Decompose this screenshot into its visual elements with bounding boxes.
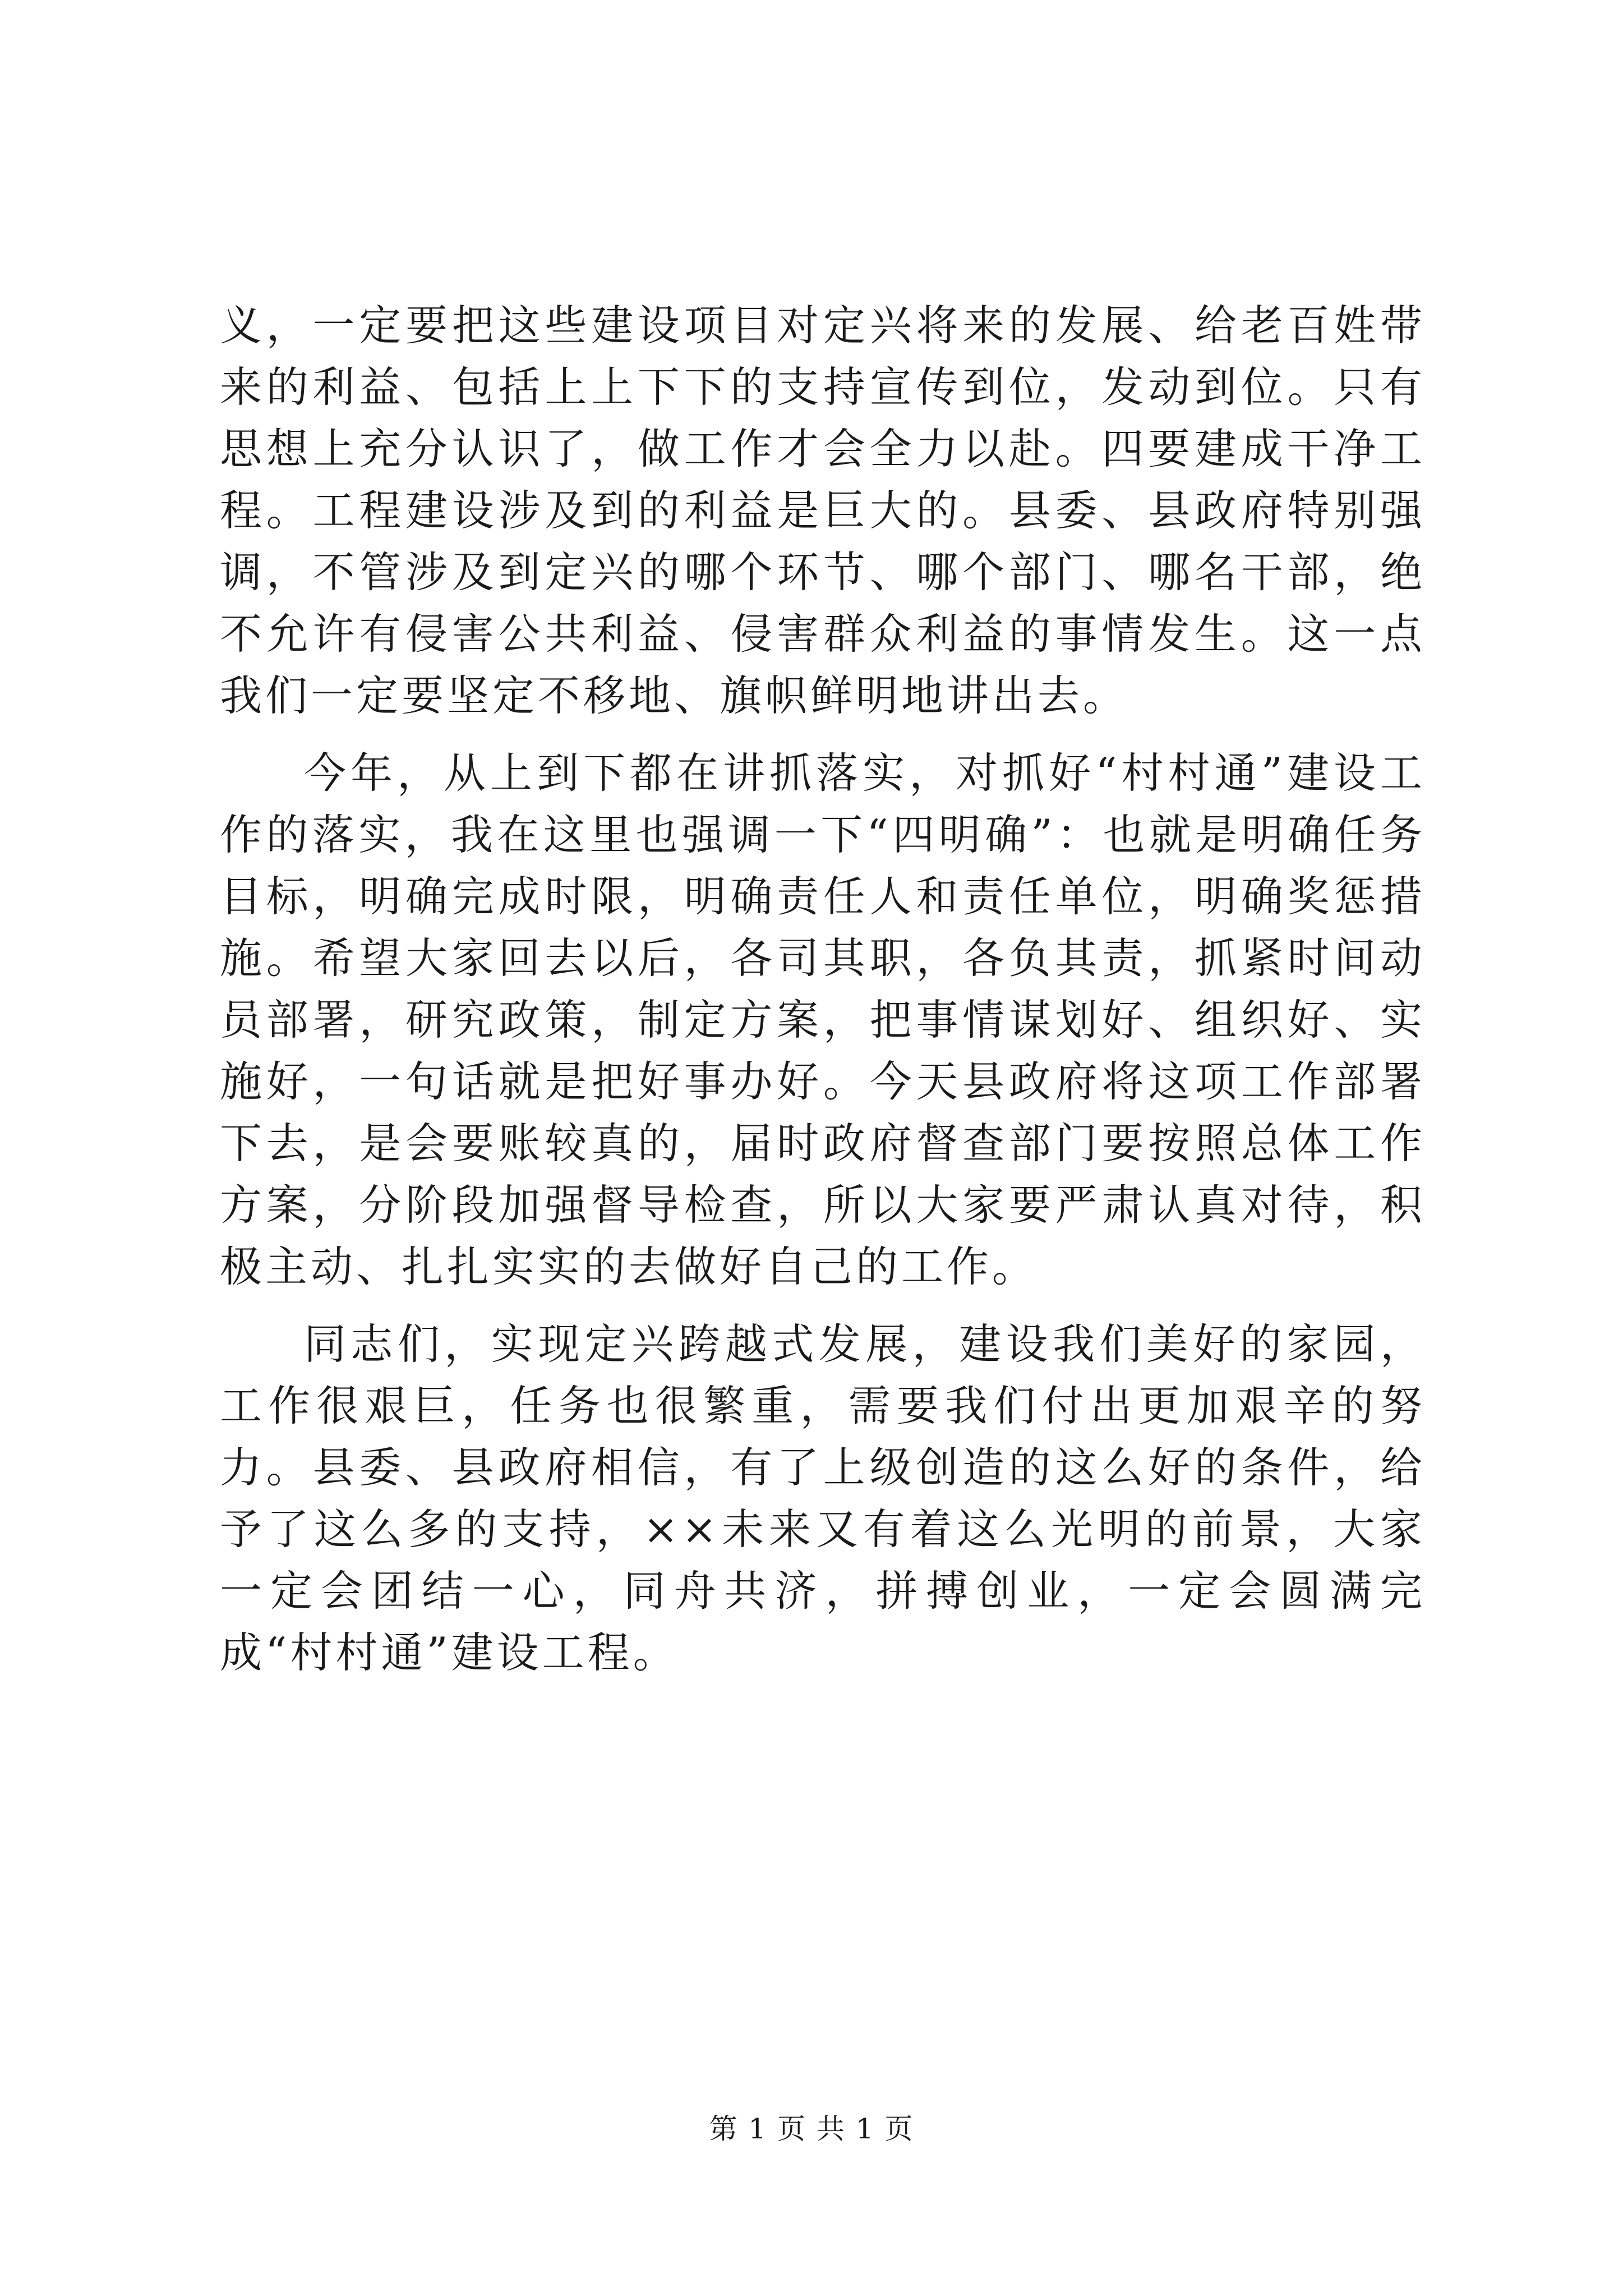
paragraph-continuation: 义，一定要把这些建设项目对定兴将来的发展、给老百姓带来的利益、包括上上下下的支持宣传到位，发动到位。只有思想上充分认识了，做工作才会全力以赴。四要建成干净工程。工程建设涉及到的利益是巨大的。县委、县政府特别强调，不管涉及到定兴的哪个环节、哪个部门、哪名干部，绝不允许有侵害公共利益、侵害群众利益的事情发生。这一点我们一定要坚定不移地、旗帜鲜明地讲出去。 <box>220 301 1426 720</box>
paragraph-closing: 同志们，实现定兴跨越式发展，建设我们美好的家园，工作很艰巨，任务也很繁重，需要我们付出更加艰辛的努力。县委、县政府相信，有了上级创造的这么好的条件，给予了这么多的支持，××未来又有着这么光明的前景，大家一定会团结一心，同舟共济，拼搏创业，一定会圆满完成“村村通”建设工程。 <box>220 1319 1426 1677</box>
page-number-footer: 第 1 页 共 1 页 <box>709 2113 914 2145</box>
paragraph-implementation: 今年，从上到下都在讲抓落实，对抓好“村村通”建设工作的落实，我在这里也强调一下“四明确”：也就是明确任务目标，明确完成时限，明确责任人和责任单位，明确奖惩措施。希望大家回去以后，各司其职，各负其责，抓紧时间动员部署，研究政策，制定方案，把事情谋划好、组织好、实施好，一句话就是把好事办好。今天县政府将这项工作部署下去，是会要账较真的，届时政府督查部门要按照总体工作方案，分阶段加强督导检查，所以大家要严肃认真对待，积极主动、扎扎实实的去做好自己的工作。 <box>220 748 1426 1291</box>
document-body <box>220 295 1426 1699</box>
